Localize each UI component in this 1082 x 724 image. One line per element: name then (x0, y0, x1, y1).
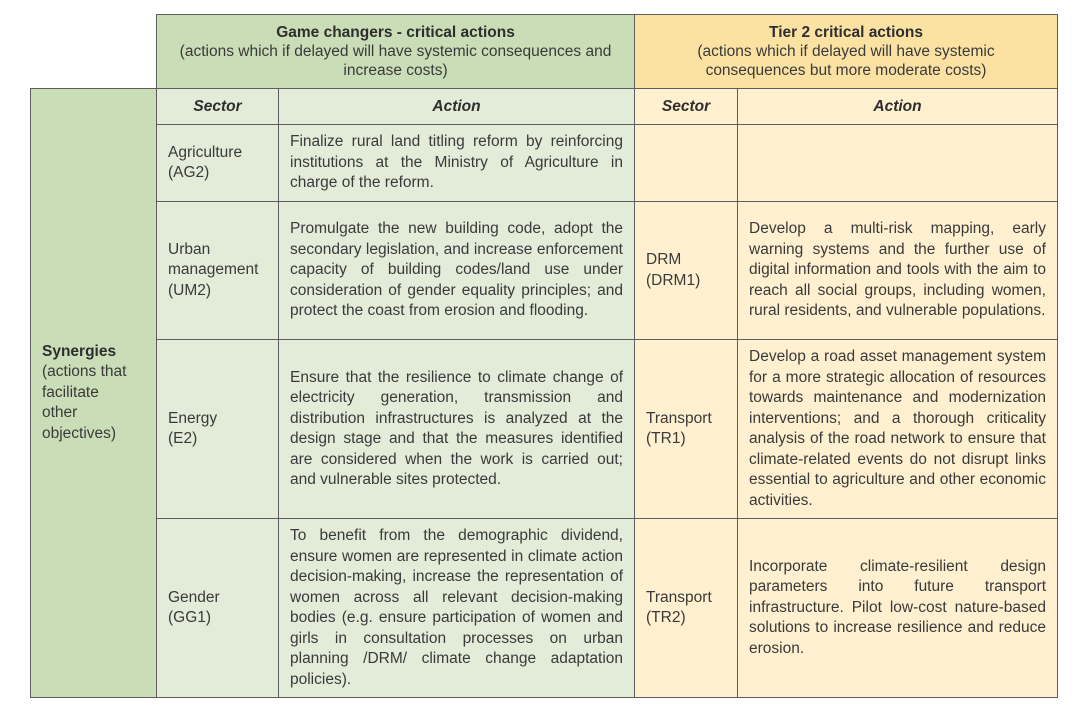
table-cell-action (737, 518, 1058, 698)
action-text: Develop a multi-risk mapping, early warning systems and the further use of digital information and tools with the aim to reach all social groups, including women, rural residents, and vulnerable populations. (749, 220, 1046, 320)
table-cell-sector: Urban management (UM2) (156, 201, 279, 340)
table-cell-action (737, 339, 1058, 519)
group-title: Tier 2 critical actions (769, 24, 923, 41)
group-header-tier2 (634, 14, 1058, 89)
column-header-label: Action (873, 97, 922, 115)
table-cell-sector: DRM (DRM1) (634, 201, 738, 340)
table-cell-sector: Agriculture (AG2) (156, 124, 279, 202)
action-text: To benefit from the demographic dividend, ensure women are represented in climate action decision-making, increase the representation of women across all relevant decision-making bodies (e.g. ensure participation of women and girls in consultation processes on urban planning /DRM/ climate change adaptation policies). (290, 527, 623, 688)
column-header-label: Action (432, 97, 481, 115)
table-cell-action (737, 124, 1058, 202)
row-group-subtitle: (actions that facilitate other objectives) (42, 363, 127, 442)
table-cell-sector (634, 124, 738, 202)
column-header-sector (634, 88, 738, 125)
group-subtitle: (actions which if delayed will have systemic consequences and increase costs) (179, 43, 612, 79)
action-text: Ensure that the resilience to climate change of electricity generation, transmission and distribution infrastructures is analyzed at the design stage and that the measures identified are considered when the work is carried out; and vulnerable sites protected. (290, 368, 623, 488)
table-cell-action (278, 339, 635, 519)
row-group-synergies (30, 88, 157, 698)
group-title: Game changers - critical actions (276, 24, 515, 41)
action-text: Develop a road asset management system for a more strategic allocation of resources towards maintenance and modernization interventions; and a thorough criticality analysis of the road network to ensure that climate-related events do not disrupt links essential to agriculture and other economic activities. (749, 348, 1046, 509)
table-cell-sector: Transport (TR2) (634, 518, 738, 698)
table-cell-action (737, 201, 1058, 340)
row-group-title: Synergies (42, 342, 117, 360)
table-cell-action (278, 518, 635, 698)
group-header-game-changers (156, 14, 635, 89)
table-cell-sector: Transport (TR1) (634, 339, 738, 519)
table-cell-action (278, 201, 635, 340)
action-text: Promulgate the new building code, adopt the secondary legislation, and increase enforcement capacity of building codes/land use under consideration of gender equality principles; and protect the coast from erosion and flooding. (290, 220, 623, 320)
action-text: Finalize rural land titling reform by reinforcing institutions at the Ministry of Agriculture in charge of the reform. (290, 133, 623, 192)
column-header-action (737, 88, 1058, 125)
table-cell-sector: Energy (E2) (156, 339, 279, 519)
table-cell-action (278, 124, 635, 202)
table-cell-sector: Gender (GG1) (156, 518, 279, 698)
column-header-action (278, 88, 635, 125)
group-subtitle: (actions which if delayed will have systemic consequences but more moderate costs) (697, 43, 995, 79)
column-header-label: Sector (661, 97, 711, 115)
column-header-label: Sector (193, 97, 242, 115)
action-text: Incorporate climate-resilient design parameters into future transport infrastructure. Pilot low-cost nature-based solutions to increase resilience and reduce erosion. (749, 557, 1046, 657)
column-header-sector (156, 88, 279, 125)
